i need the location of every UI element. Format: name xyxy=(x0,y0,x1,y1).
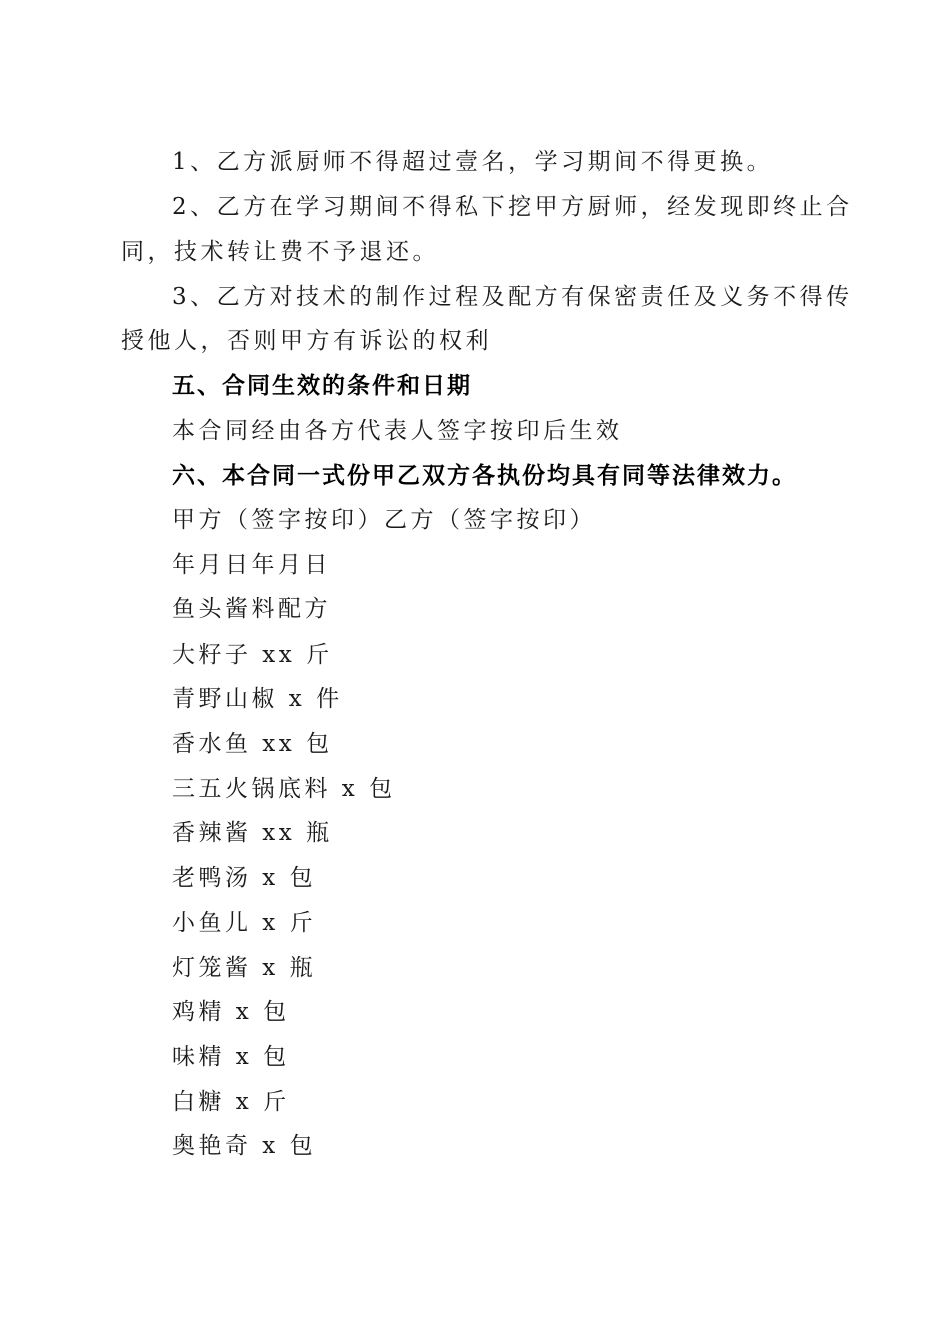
recipe-item: 香水鱼 xx 包 xyxy=(172,731,333,757)
date-line: 年月日年月日 xyxy=(172,552,331,578)
recipe-item: 三五火锅底料 x 包 xyxy=(172,776,396,802)
recipe-item: 青野山椒 x 件 xyxy=(172,686,343,712)
signature-line: 甲方（签字按印）乙方（签字按印） xyxy=(172,507,596,533)
recipe-item: 鸡精 x 包 xyxy=(172,999,290,1025)
recipe-item: 香辣酱 xx 瓶 xyxy=(172,820,333,846)
recipe-item: 小鱼儿 x 斤 xyxy=(172,910,317,936)
recipe-item: 老鸭汤 x 包 xyxy=(172,865,317,891)
clause-2-line-2: 同，技术转让费不予退还。 xyxy=(121,239,439,265)
recipe-title: 鱼头酱料配方 xyxy=(172,596,331,622)
clause-3-line-2: 授他人，否则甲方有诉讼的权利 xyxy=(121,328,492,354)
recipe-item: 灯笼酱 x 瓶 xyxy=(172,955,317,981)
section-6-heading: 六、本合同一式份甲乙双方各执份均具有同等法律效力。 xyxy=(172,463,797,489)
clause-1-line-1: 1、乙方派厨师不得超过壹名，学习期间不得更换。 xyxy=(172,149,774,175)
clause-2-line-1: 2、乙方在学习期间不得私下挖甲方厨师，经发现即终止合 xyxy=(172,194,853,220)
recipe-item: 奥艳奇 x 包 xyxy=(172,1133,317,1159)
section-5-body: 本合同经由各方代表人签字按印后生效 xyxy=(172,418,623,444)
recipe-item: 白糖 x 斤 xyxy=(172,1089,290,1115)
recipe-item: 大籽子 xx 斤 xyxy=(172,642,333,668)
recipe-item: 味精 x 包 xyxy=(172,1044,290,1070)
section-5-heading: 五、合同生效的条件和日期 xyxy=(172,373,472,399)
clause-3-line-1: 3、乙方对技术的制作过程及配方有保密责任及义务不得传 xyxy=(172,284,853,310)
